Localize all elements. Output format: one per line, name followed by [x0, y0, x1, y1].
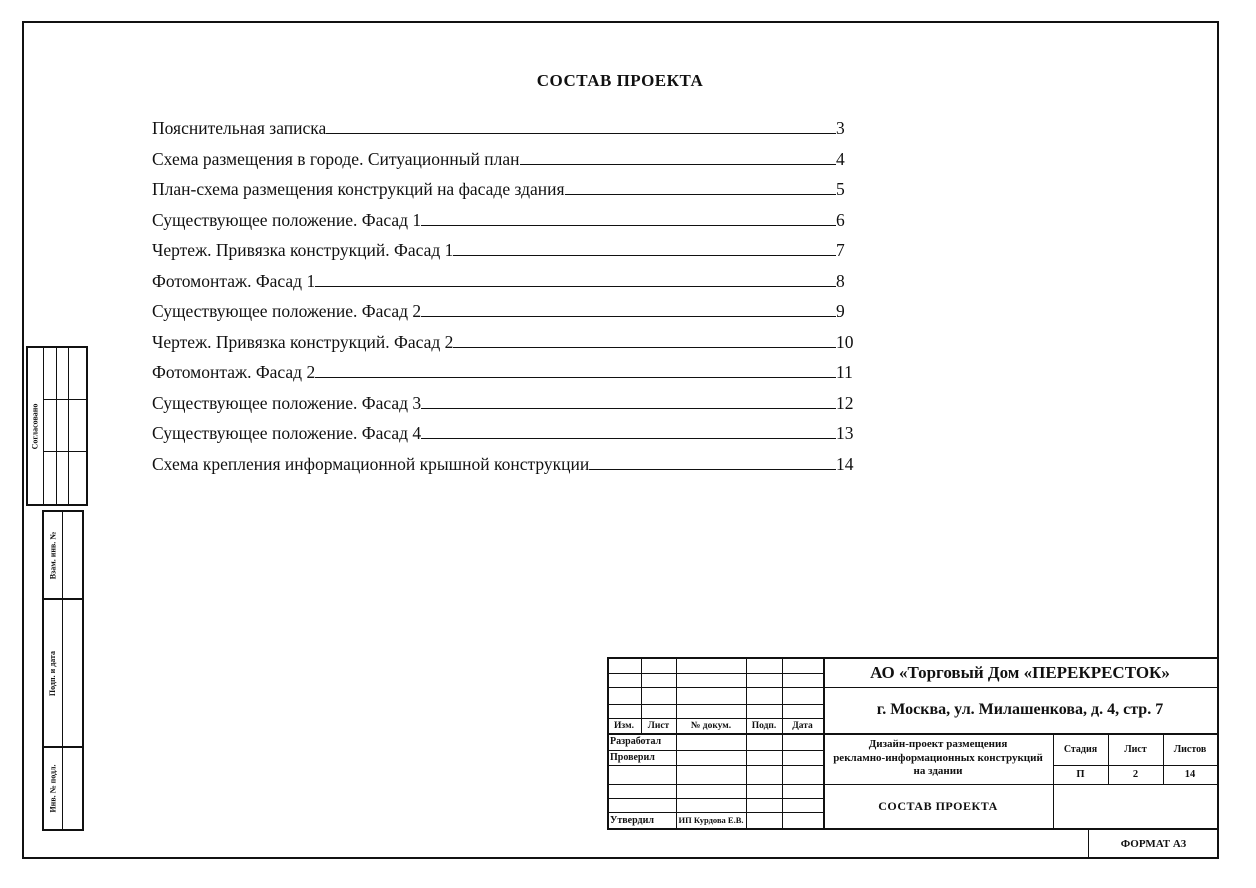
toc-leader-line	[565, 194, 836, 195]
grid-line	[43, 451, 88, 452]
grid-line	[607, 704, 823, 705]
grid-line	[43, 399, 88, 400]
toc-page-number: 3	[836, 118, 845, 138]
grid-line	[86, 346, 88, 506]
toc-item-label: Пояснительная записка	[152, 118, 327, 138]
sheets-header: Листов	[1173, 743, 1207, 755]
format-label-cell	[1088, 830, 1219, 857]
toc-leader-line	[453, 347, 836, 348]
toc-leader-line	[589, 469, 836, 470]
agreed-label-cell	[26, 346, 43, 506]
toc-row	[152, 210, 858, 241]
toc-page-number: 6	[836, 209, 845, 230]
toc-page-number: 4	[836, 148, 845, 169]
toc-row	[152, 332, 858, 363]
toc-leader-line	[520, 164, 837, 165]
replacement-inv-cell	[44, 512, 62, 598]
toc-item-label: Существующее положение. Фасад 2	[152, 301, 422, 322]
sign-date-label: Подп. и дата	[48, 650, 58, 696]
sign-date-cell	[44, 600, 62, 746]
toc-leader-line	[421, 225, 836, 226]
revision-header-data: Дата	[792, 720, 813, 731]
toc-page-number: 9	[836, 301, 845, 322]
toc-item-label: Чертеж. Привязка конструкций. Фасад 2	[152, 331, 454, 352]
toc-leader-line	[453, 255, 836, 256]
toc-item-label: Схема размещения в городе. Ситуационный план	[152, 148, 520, 169]
toc-page-number: 12	[836, 392, 854, 413]
toc-leader-line	[326, 133, 836, 134]
toc-page-number: 13	[836, 423, 854, 444]
sheet-header: Лист	[1124, 743, 1147, 755]
grid-line	[43, 346, 44, 506]
grid-line	[82, 510, 84, 831]
grid-line	[1217, 657, 1219, 830]
grid-line	[42, 829, 84, 831]
toc-row	[152, 362, 858, 393]
toc-item-label: Фотомонтаж. Фасад 1	[152, 270, 316, 291]
approved-by-name: ИП Курдова Е.В.	[678, 815, 744, 825]
revision-header-list: Лист	[647, 720, 670, 731]
revision-header-docnum: № докум.	[690, 720, 732, 731]
toc-item-label: Существующее положение. Фасад 4	[152, 423, 422, 444]
agreed-label: Согласовано	[30, 403, 39, 449]
toc-row	[152, 393, 858, 424]
orig-inv-label: Инв. № подл.	[48, 764, 58, 813]
sheet-value: 2	[1132, 769, 1139, 780]
role-approved-label: Утвердил	[610, 814, 654, 826]
grid-line	[607, 657, 609, 830]
grid-line	[68, 346, 69, 506]
toc-leader-line	[421, 438, 836, 439]
role-checked-label: Проверил	[610, 752, 655, 763]
stage-value: П	[1076, 769, 1085, 780]
revision-header-podp: Подп.	[751, 720, 777, 731]
toc-leader-line	[315, 377, 836, 378]
sheets-value: 14	[1184, 769, 1196, 780]
grid-line	[746, 657, 747, 830]
toc-page-number: 7	[836, 240, 845, 261]
grid-line	[607, 798, 823, 799]
page-title: СОСТАВ ПРОЕКТА	[536, 71, 704, 90]
toc-item-label: Существующее положение. Фасад 3	[152, 392, 422, 413]
toc-leader-line	[421, 316, 836, 317]
toc-page-number: 5	[836, 179, 845, 200]
replacement-inv-label: Взам. инв. №	[48, 531, 58, 579]
project-name-line: рекламно-информационных конструкций	[833, 751, 1043, 764]
grid-line	[607, 673, 823, 674]
role-developed-label: Разработал	[610, 736, 662, 747]
toc-page-number: 8	[836, 270, 845, 291]
toc-row	[152, 301, 858, 332]
grid-line	[676, 657, 677, 830]
toc-row	[152, 240, 858, 271]
toc-row	[152, 179, 858, 210]
format-label: ФОРМАТ А3	[1120, 837, 1187, 850]
project-name-line: на здании	[913, 765, 963, 778]
stage-header: Стадия	[1063, 743, 1098, 755]
table-of-contents	[152, 118, 858, 485]
project-name	[823, 733, 1053, 784]
toc-item-label: Чертеж. Привязка конструкций. Фасад 1	[152, 240, 454, 261]
toc-item-label: Фотомонтаж. Фасад 2	[152, 362, 316, 383]
toc-row	[152, 149, 858, 180]
object-address: г. Москва, ул. Милашенкова, д. 4, стр. 7	[876, 701, 1164, 718]
grid-line	[607, 765, 823, 766]
toc-item-label: Существующее положение. Фасад 1	[152, 209, 422, 230]
toc-item-label: План-схема размещения конструкций на фасаде здания	[152, 179, 565, 200]
company-name: АО «Торговый Дом «ПЕРЕКРЕСТОК»	[870, 663, 1170, 682]
toc-row	[152, 423, 858, 454]
toc-page-number: 10	[836, 331, 854, 352]
toc-item-label: Схема крепления информационной крышной конструкции	[152, 454, 590, 475]
toc-row	[152, 454, 858, 485]
orig-inv-cell	[44, 748, 62, 829]
project-name-line: Дизайн-проект размещения	[868, 737, 1008, 750]
grid-line	[56, 346, 57, 506]
toc-row	[152, 118, 858, 149]
toc-row	[152, 271, 858, 302]
toc-page-number: 11	[836, 362, 853, 383]
doc-type-title: СОСТАВ ПРОЕКТА	[878, 798, 998, 813]
title-block	[607, 657, 1219, 830]
toc-leader-line	[315, 286, 836, 287]
grid-line	[62, 510, 63, 831]
toc-leader-line	[421, 408, 836, 409]
grid-line	[782, 657, 783, 830]
revision-header-izm: Изм.	[614, 720, 634, 731]
toc-page-number: 14	[836, 454, 854, 475]
